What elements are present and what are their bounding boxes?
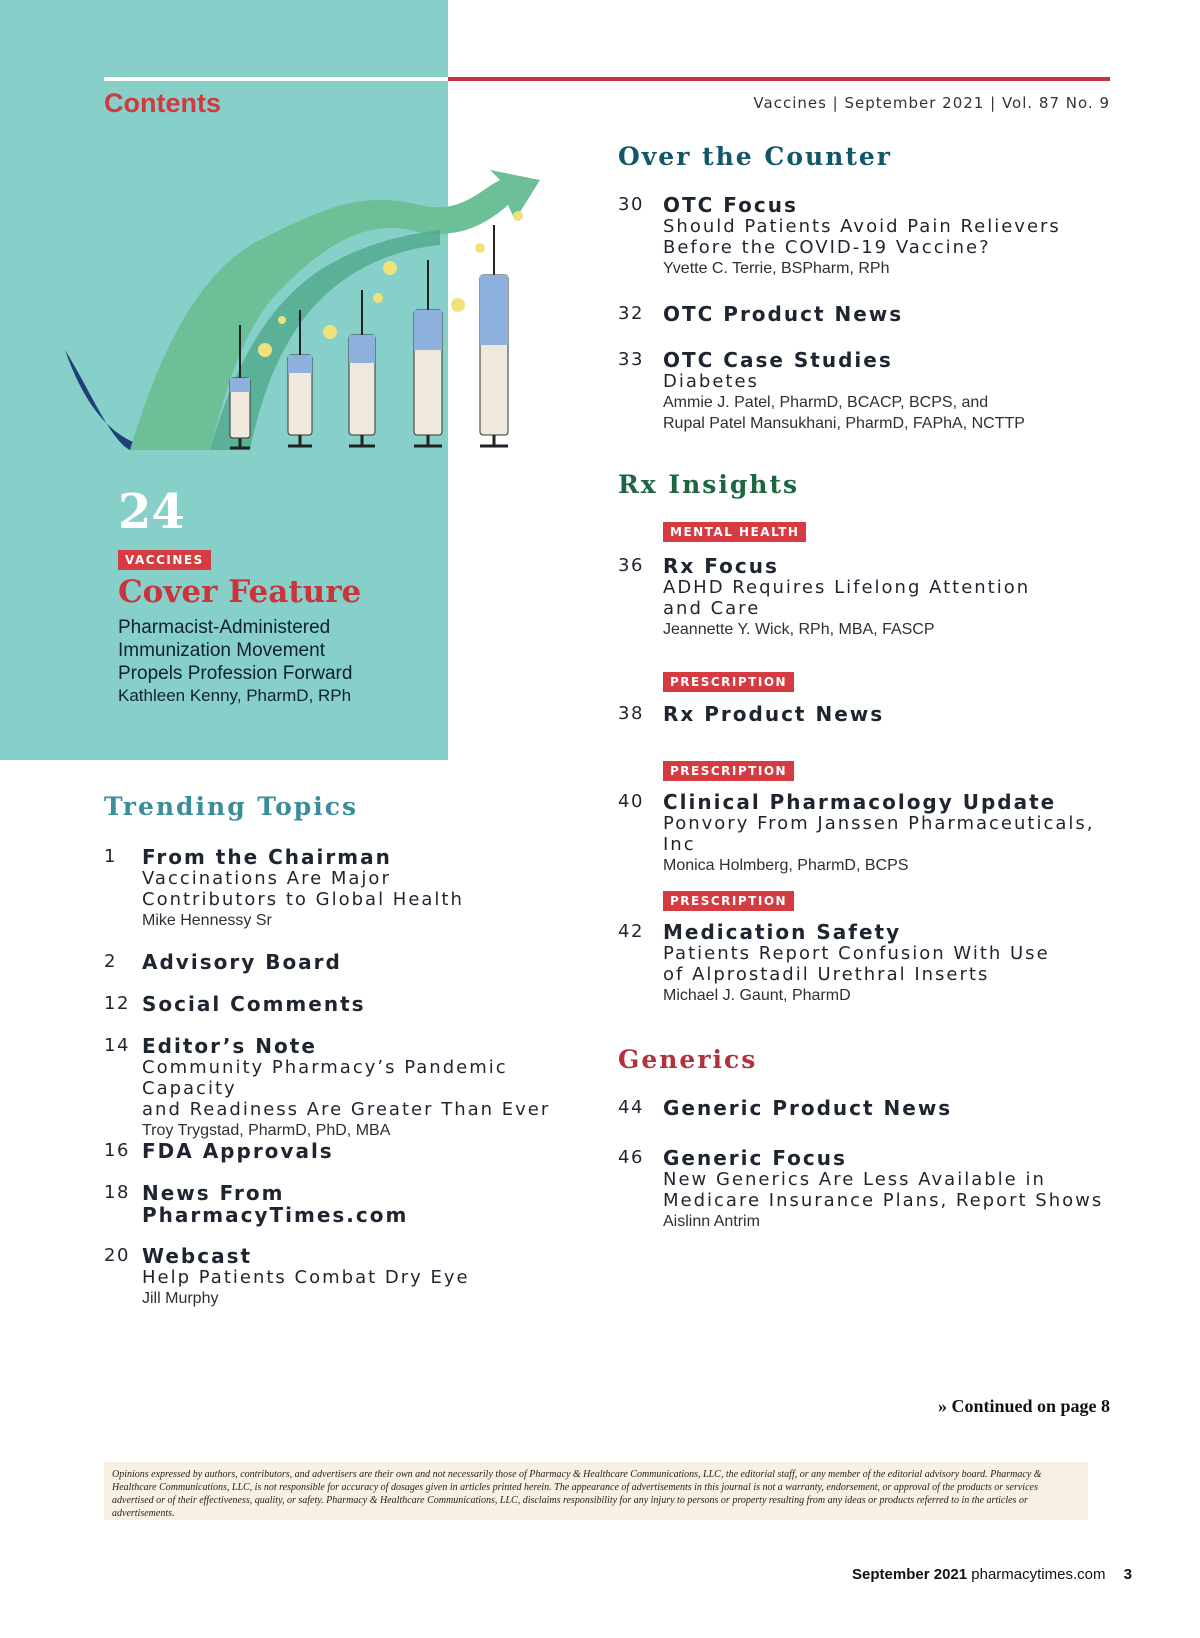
syringe-4 (414, 260, 442, 446)
tag-wrap (663, 890, 794, 911)
entry-subtitle: Vaccinations Are Major (142, 868, 391, 889)
entry-page: 30 (618, 194, 644, 215)
page-footer (852, 1566, 1132, 1583)
entry-author: Jeannette Y. Wick, RPh, MBA, FASCP (663, 621, 935, 638)
entry-page: 33 (618, 349, 644, 370)
entry-subtitle: of Alprostadil Urethral Inserts (663, 964, 990, 985)
entry-author: Troy Trygstad, PharmD, PhD, MBA (142, 1122, 391, 1139)
toc-entry-otc-product-news[interactable] (618, 303, 1118, 325)
entry-title: OTC Case Studies (663, 348, 893, 372)
footer-date: September 2021 (852, 1566, 968, 1583)
entry-subtitle: Diabetes (663, 371, 759, 392)
toc-entry-otc-focus[interactable] (618, 194, 1118, 279)
footer-page-number: 3 (1123, 1566, 1132, 1583)
toc-entry-medication-safety[interactable] (618, 921, 1118, 1006)
entry-page: 18 (104, 1182, 130, 1203)
toc-entry-fda-approvals[interactable] (104, 1140, 584, 1162)
entry-title: News From (142, 1181, 285, 1205)
contents-title: Contents (104, 88, 221, 118)
category-tag-prescription: PRESCRIPTION (663, 672, 794, 692)
syringe-growth-illustration (60, 150, 580, 470)
entry-subtitle: ADHD Requires Lifelong Attention (663, 577, 1031, 598)
entry-title: Rx Product News (663, 702, 885, 726)
entry-author: Yvette C. Terrie, BSPharm, RPh (663, 260, 890, 277)
entry-page: 16 (104, 1140, 130, 1161)
header-rule-red (448, 77, 1110, 81)
generics-heading: Generics (618, 1045, 758, 1074)
entry-title: Generic Product News (663, 1096, 953, 1120)
category-tag-prescription: PRESCRIPTION (663, 761, 794, 781)
entry-title-line-2: PharmacyTimes.com (142, 1203, 409, 1227)
entry-title: Editor’s Note (142, 1034, 317, 1058)
cover-title (118, 616, 438, 685)
entry-subtitle: Medicare Insurance Plans, Report Shows (663, 1190, 1104, 1211)
tag-wrap (663, 521, 806, 542)
entry-author: Ammie J. Patel, PharmD, BCACP, BCPS, and (663, 394, 989, 411)
header-rule-white (104, 77, 448, 81)
trending-heading: Trending Topics (104, 792, 359, 821)
entry-page: 38 (618, 703, 644, 724)
entry-subtitle: Help Patients Combat Dry Eye (142, 1267, 470, 1288)
toc-entry-generic-product-news[interactable] (618, 1097, 1118, 1119)
entry-author: Michael J. Gaunt, PharmD (663, 987, 851, 1004)
entry-author: Jill Murphy (142, 1290, 219, 1307)
entry-page: 20 (104, 1245, 130, 1266)
ribbon-light (130, 170, 540, 450)
toc-entry-webcast[interactable] (104, 1245, 584, 1309)
entry-subtitle: Should Patients Avoid Pain Relievers (663, 216, 1061, 237)
entry-page: 1 (104, 846, 117, 867)
entry-title: Generic Focus (663, 1146, 847, 1170)
cover-title-line: Pharmacist-Administered (118, 617, 331, 638)
entry-page: 12 (104, 993, 130, 1014)
tag-wrap (663, 671, 794, 692)
entry-page: 36 (618, 555, 644, 576)
toc-entry-news-from-pharmacytimes[interactable] (104, 1182, 584, 1226)
toc-entry-rx-product-news[interactable] (618, 703, 1118, 725)
entry-title: Rx Focus (663, 554, 779, 578)
entry-subtitle: Before the COVID-19 Vaccine? (663, 237, 991, 258)
entry-title: Medication Safety (663, 920, 902, 944)
entry-title: Social Comments (142, 992, 366, 1016)
cover-label: Cover Feature (118, 574, 362, 610)
entry-title: Webcast (142, 1244, 253, 1268)
cover-title-line: Immunization Movement (118, 640, 325, 661)
cover-tag: VACCINES (118, 550, 211, 570)
entry-title: OTC Product News (663, 302, 904, 326)
disclaimer-box: Opinions expressed by authors, contributors, and advertisers are their own and not necessarily those of Pharmacy & Healthcare Communications, LLC, the editorial staff, or any member of the editorial advisory board. Pharmacy & Healthcare Communications, LLC, is not responsible for accuracy of dosages given in articles printed herein. The appearance of advertisements in this journal is not a warranty, endorsement, or approval of the products or services advertised or of their effectiveness, quality, or safety. Pharmacy & Healthcare Communications, LLC, disclaims responsibility for any injury to persons or property resulting from any ideas or products referred to in the articles or advertisements. (104, 1462, 1088, 1520)
otc-heading: Over the Counter (618, 142, 892, 171)
syringe-5 (480, 225, 508, 446)
entry-author: Aislinn Antrim (663, 1213, 760, 1230)
toc-entry-from-the-chairman[interactable] (104, 846, 584, 931)
entry-page: 2 (104, 951, 117, 972)
entry-subtitle: and Readiness Are Greater Than Ever (142, 1099, 551, 1120)
entry-title: Clinical Pharmacology Update (663, 790, 1057, 814)
entry-title: OTC Focus (663, 193, 798, 217)
entry-page: 32 (618, 303, 644, 324)
tag-wrap (663, 760, 794, 781)
entry-title: From the Chairman (142, 845, 392, 869)
issue-line: Vaccines | September 2021 | Vol. 87 No. 9 (753, 94, 1110, 112)
entry-author-line-2: Rupal Patel Mansukhani, PharmD, FAPhA, NCTTP (663, 415, 1025, 432)
toc-entry-social-comments[interactable] (104, 993, 584, 1015)
entry-author: Monica Holmberg, PharmD, BCPS (663, 857, 909, 874)
entry-page: 44 (618, 1097, 644, 1118)
toc-entry-otc-case-studies[interactable] (618, 349, 1118, 434)
syringe-3 (349, 290, 375, 446)
cover-author: Kathleen Kenny, PharmD, RPh (118, 686, 352, 705)
toc-entry-clinical-pharmacology-update[interactable] (618, 791, 1118, 876)
cover-title-line: Propels Profession Forward (118, 663, 353, 684)
category-tag-prescription: PRESCRIPTION (663, 891, 794, 911)
toc-entry-rx-focus[interactable] (618, 555, 1118, 640)
entry-page: 46 (618, 1147, 644, 1168)
entry-subtitle: Contributors to Global Health (142, 889, 464, 910)
entry-author: Mike Hennessy Sr (142, 912, 272, 929)
entry-subtitle: Patients Report Confusion With Use (663, 943, 1050, 964)
toc-entry-editors-note[interactable] (104, 1035, 584, 1141)
toc-entry-advisory-board[interactable] (104, 951, 584, 973)
entry-title: FDA Approvals (142, 1139, 334, 1163)
continued-link[interactable]: » Continued on page 8 (937, 1396, 1110, 1416)
entry-subtitle: Ponvory From Janssen Pharmaceuticals, Inc (663, 813, 1095, 855)
toc-entry-generic-focus[interactable] (618, 1147, 1118, 1232)
entry-subtitle: Community Pharmacy’s Pandemic Capacity (142, 1057, 508, 1099)
entry-page: 40 (618, 791, 644, 812)
entry-page: 42 (618, 921, 644, 942)
cover-page-number: 24 (118, 484, 185, 540)
rx-heading: Rx Insights (618, 470, 800, 499)
entry-subtitle: and Care (663, 598, 761, 619)
category-tag-mental-health: MENTAL HEALTH (663, 522, 806, 542)
entry-page: 14 (104, 1035, 130, 1056)
footer-site: pharmacytimes.com (971, 1566, 1106, 1583)
entry-subtitle: New Generics Are Less Available in (663, 1169, 1046, 1190)
entry-title: Advisory Board (142, 950, 342, 974)
cover-feature[interactable] (118, 484, 438, 706)
